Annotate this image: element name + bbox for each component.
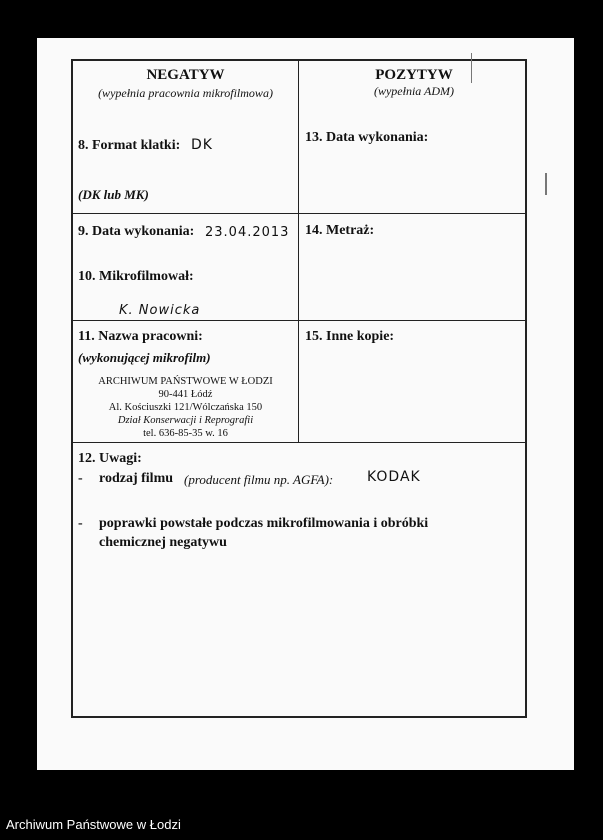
field-8-label: 8. Format klatki: [78, 138, 181, 153]
negatyw-title: NEGATYW [146, 67, 225, 83]
film-type-hint: (producent filmu np. AGFA): [184, 472, 334, 487]
scan-speck [471, 53, 472, 83]
field-10-label: 10. Mikrofilmował: [78, 269, 194, 284]
stamp-line: Dział Konserwacji i Reprografii [117, 415, 254, 426]
corrections-line-2: chemicznej negatywu [99, 535, 227, 550]
film-type-value: KODAK [367, 469, 421, 485]
document-sheet [37, 38, 574, 770]
corrections-line-1: poprawki powstałe podczas mikrofilmowania i obróbki [99, 516, 429, 531]
field-15-label: 15. Inne kopie: [305, 329, 395, 344]
field-11-label: 11. Nazwa pracowni: [78, 329, 203, 344]
microfilm-form [71, 59, 527, 718]
archive-footer: Archiwum Państwowe w Łodzi [6, 817, 181, 832]
row-divider-1 [73, 213, 525, 214]
column-divider [298, 61, 299, 442]
bullet: - [78, 516, 83, 531]
pozytyw-title: POZYTYW [375, 67, 453, 83]
row-divider-3 [73, 442, 525, 443]
field-9-value: 23.04.2013 [205, 225, 290, 240]
field-8-value: DK [191, 137, 213, 153]
stamp-line: 90-441 Łódź [158, 389, 213, 400]
field-11-hint: (wykonującej mikrofilm) [78, 350, 211, 365]
field-14-label: 14. Metraż: [305, 223, 375, 238]
film-type-label: rodzaj filmu [99, 471, 174, 486]
field-8-hint: (DK lub MK) [78, 187, 149, 202]
stamp-line: ARCHIWUM PAŃSTWOWE W ŁODZI [98, 376, 273, 387]
stamp-line: tel. 636-85-35 w. 16 [143, 428, 228, 439]
scan-speck [545, 173, 547, 195]
field-9-label: 9. Data wykonania: [78, 224, 195, 239]
field-10-value: K. Nowicka [119, 303, 201, 318]
field-12-label: 12. Uwagi: [78, 451, 142, 466]
negatyw-subtitle: (wypełnia pracownia mikrofilmowa) [98, 86, 273, 100]
field-13-label: 13. Data wykonania: [305, 130, 429, 145]
pozytyw-subtitle: (wypełnia ADM) [373, 84, 455, 98]
stamp-line: Al. Kościuszki 121/Wólczańska 150 [108, 402, 263, 413]
row-divider-2 [73, 320, 525, 321]
bullet: - [78, 471, 83, 486]
